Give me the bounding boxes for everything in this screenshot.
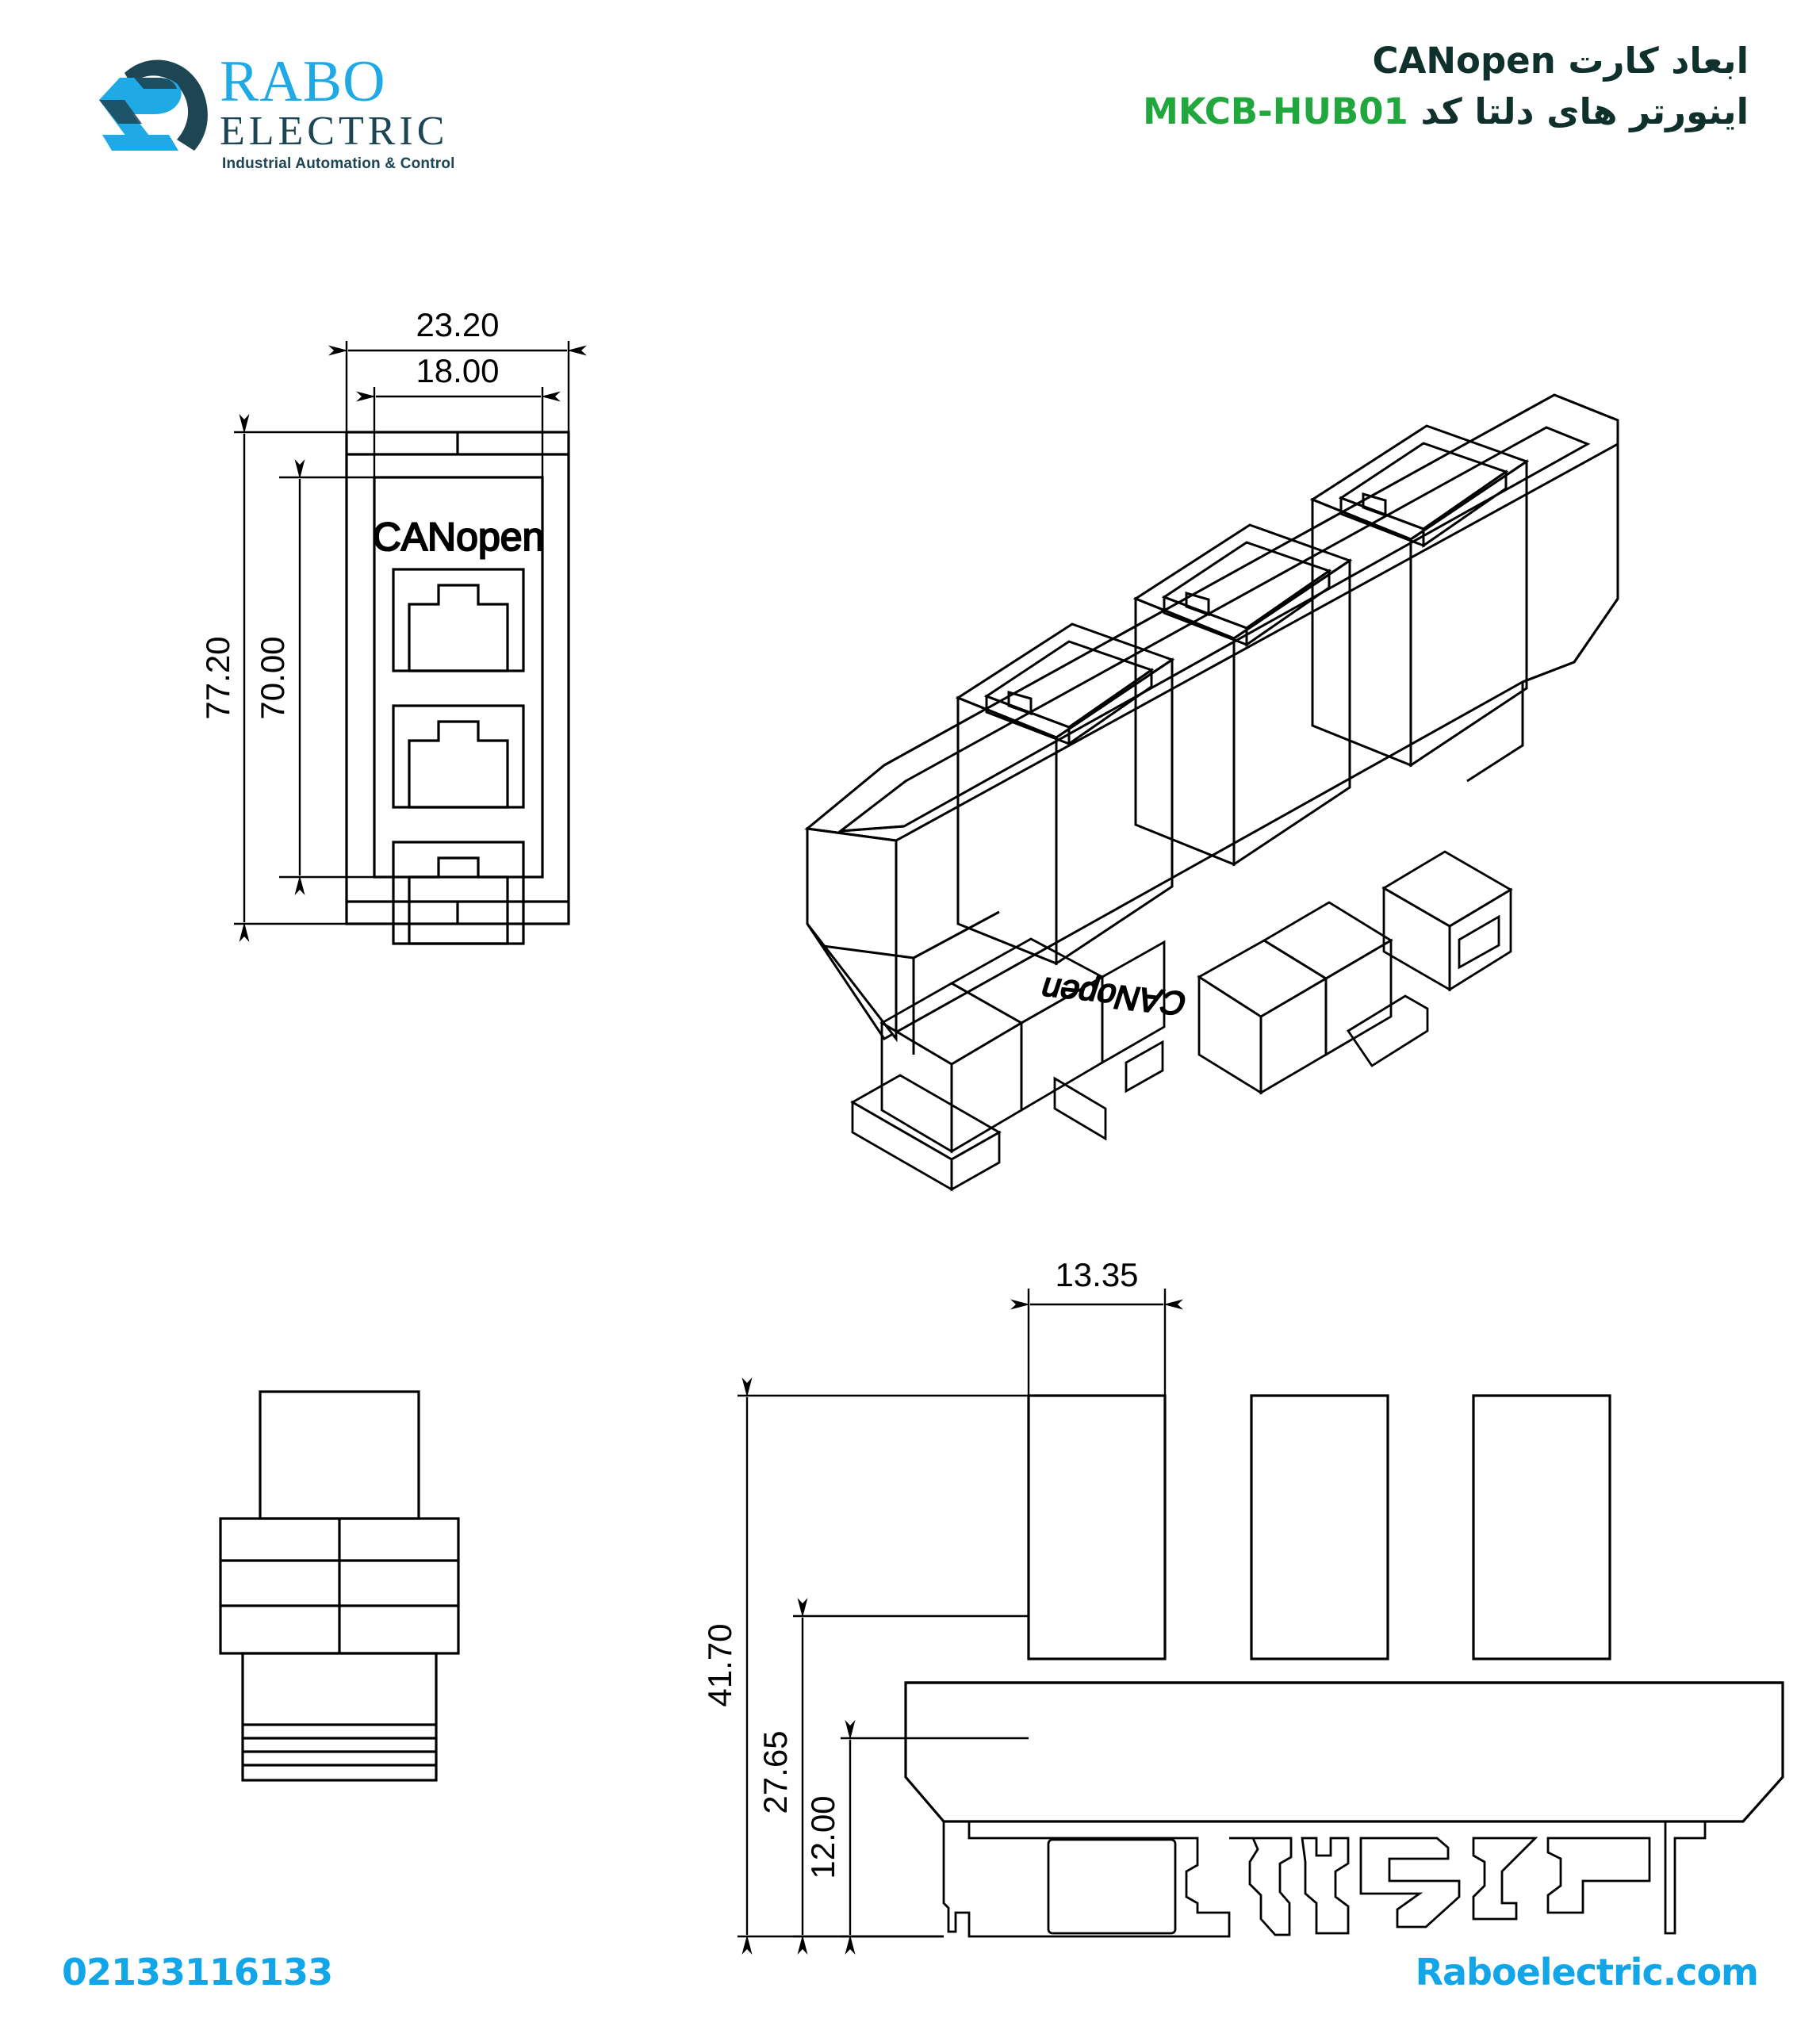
side-view — [906, 1396, 1783, 1936]
end-view — [220, 1392, 458, 1780]
rabo-r-monogram-icon — [75, 32, 226, 159]
dimension-width-inner — [374, 387, 542, 477]
dimension-label-depth-total: 41.70 — [701, 1623, 738, 1707]
dimension-label-height-outer: 77.20 — [199, 636, 236, 720]
page-footer — [0, 1927, 1820, 2030]
rj45-port-1 — [393, 569, 523, 671]
rj45-port-3 — [393, 842, 523, 944]
front-view — [347, 432, 569, 944]
dimension-depth-body — [793, 1616, 1029, 1936]
dimension-depth-rail — [841, 1738, 1029, 1936]
page-title — [638, 36, 1749, 137]
front-view-canopen-label: CANopen — [372, 515, 545, 559]
logo-tagline: Industrial Automation & Control — [222, 155, 455, 173]
isometric-rj45-jack-2 — [1136, 525, 1350, 864]
logo-word-electric: ELECTRIC — [220, 109, 449, 155]
brand-logo — [75, 32, 519, 190]
footer-website[interactable]: Raboelectric.com — [1415, 1951, 1758, 1994]
side-view-jack-3 — [1473, 1396, 1610, 1659]
isometric-canopen-label: CANopen — [1035, 971, 1191, 1022]
side-view-body — [906, 1683, 1783, 1821]
title-line-1-fa: ابعاد کارت — [1568, 40, 1749, 82]
logo-word-rabo: RABO — [220, 49, 386, 114]
side-view-jack-1 — [1029, 1396, 1165, 1659]
side-view-din-rail — [944, 1821, 1705, 1936]
title-line-1-en: CANopen — [1372, 40, 1556, 82]
dimension-height-inner — [279, 477, 374, 877]
dimension-label-width-inner: 18.00 — [416, 352, 500, 389]
isometric-view — [807, 395, 1618, 1189]
title-line-2-fa: اینورتر های دلتا کد — [1420, 90, 1749, 132]
title-model-code: MKCB-HUB01 — [1143, 90, 1408, 132]
isometric-din-rail-clip — [853, 852, 1511, 1189]
dimension-label-width-outer: 23.20 — [416, 306, 500, 343]
dimension-height-outer — [234, 432, 347, 924]
dimension-depth-total — [738, 1396, 1029, 1936]
logo-wordmark — [220, 49, 521, 173]
isometric-rj45-jack-3 — [1312, 426, 1527, 765]
dimension-label-port-pitch: 13.35 — [1055, 1256, 1139, 1293]
dimension-label-depth-body: 27.65 — [757, 1730, 794, 1814]
side-view-jack-2 — [1251, 1396, 1388, 1659]
page-header — [0, 0, 1820, 238]
dimension-port-pitch — [1029, 1289, 1165, 1396]
title-line-2 — [638, 86, 1749, 137]
isometric-rj45-jack-1 — [958, 624, 1172, 963]
dimension-width-outer — [347, 341, 569, 432]
dimension-label-height-inner: 70.00 — [254, 636, 291, 720]
rj45-port-2 — [393, 706, 523, 807]
title-line-1 — [638, 36, 1749, 86]
footer-phone[interactable]: 02133116133 — [62, 1951, 333, 1994]
dimension-label-depth-rail: 12.00 — [804, 1795, 841, 1879]
